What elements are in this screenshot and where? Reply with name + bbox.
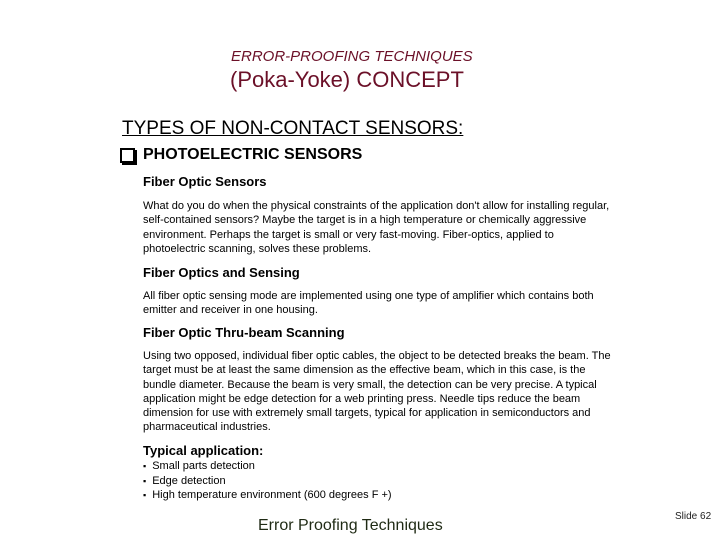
- list-item: ▪ High temperature environment (600 degrees F +): [143, 488, 392, 503]
- slide-number: Slide 62: [675, 511, 712, 522]
- section-body: All fiber optic sensing mode are implemented using one type of amplifier which contains both emitter and receiver in one housing.: [143, 290, 594, 317]
- typical-list: [143, 459, 392, 503]
- supertitle-text: ERROR-PROOFING TECHNIQUES: [231, 48, 473, 65]
- list-item: ▪ Small parts detection: [143, 459, 392, 474]
- slide-title: (Poka-Yoke) CONCEPT: [230, 67, 464, 92]
- list-item: ▪ Edge detection: [143, 474, 392, 489]
- bullet-heading: PHOTOELECTRIC SENSORS: [143, 146, 363, 163]
- section-title: Fiber Optic Thru-beam Scanning: [143, 325, 345, 340]
- section-body: What do you do when the physical constraints of the application don't allow for installing regular, self-contained sensors? Maybe the target is in a high temperature or chemically aggressive environment. Perhaps the target is small or very fast-moving. Fiber-optics, applied to photoelectric scanning, solves these problems.: [143, 200, 610, 255]
- typical-title: Typical application:: [143, 443, 264, 458]
- section-title: Fiber Optic Sensors: [143, 174, 267, 189]
- footer-text: Error Proofing Techniques: [258, 517, 443, 534]
- section-body: Using two opposed, individual fiber optic cables, the object to be detected breaks the beam. The target must be at least the same dimension as the effective beam, which in this case, is the bundle diameter. Because the beam is very small, the detection can be very precise. A typical application might be edge detection for a web printing press. Needle tips reduce the beam dimension for use with extremely small targets, typical for application in semiconductors and pharmaceutical industries.: [143, 350, 611, 434]
- section-title: Fiber Optics and Sensing: [143, 265, 300, 280]
- section-heading: TYPES OF NON-CONTACT SENSORS:: [122, 118, 464, 139]
- checkbox-bullet-icon: [120, 148, 135, 163]
- slide-supertitle: [0, 48, 720, 65]
